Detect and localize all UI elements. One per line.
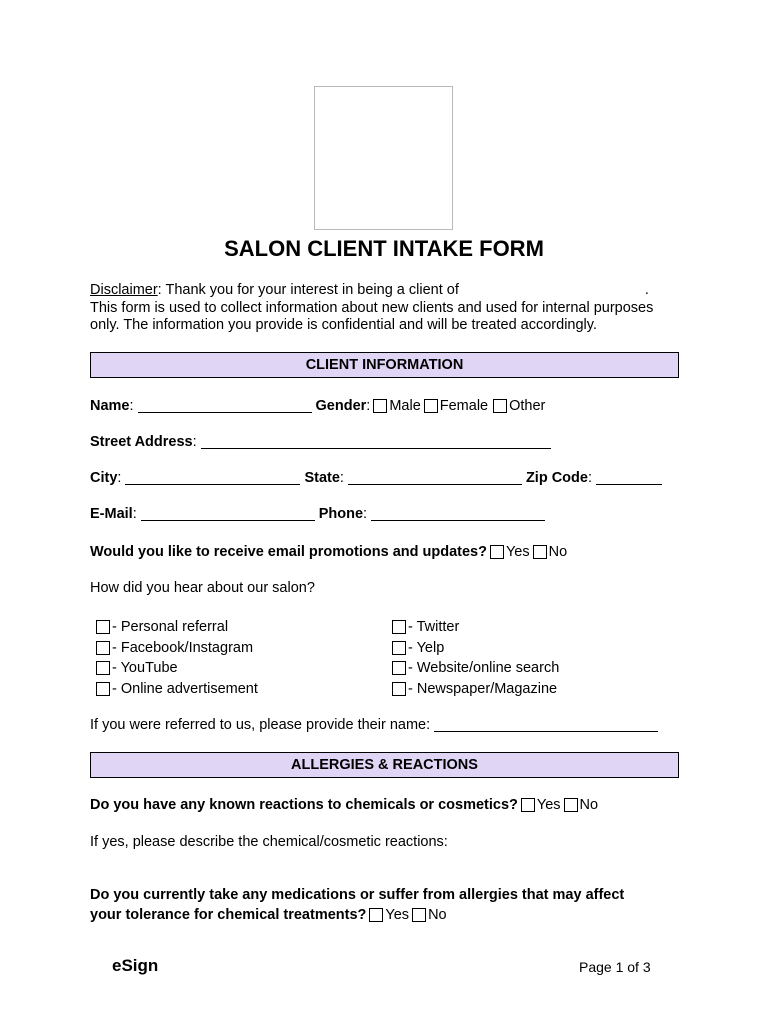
reactions-no-checkbox[interactable] [564, 798, 578, 812]
esign-logo: eSign [112, 956, 159, 975]
youtube-label: - YouTube [112, 660, 178, 676]
street-address-field[interactable] [201, 434, 551, 449]
email-promotions-row [90, 543, 567, 561]
hear-option-personal-referral [96, 617, 258, 638]
disclaimer-line-3: only. The information you provide is confidential and will be treated accordingly. [90, 317, 597, 333]
medications-yes-checkbox[interactable] [369, 908, 383, 922]
name-gender-row: Name : Gender : Male Female Other [90, 398, 546, 414]
medications-question-line-1: Do you currently take any medications or suffer from allergies that may affect [90, 887, 625, 903]
disclaimer-text: : Thank you for your interest in being a client of [157, 282, 459, 298]
hear-options-left [96, 617, 258, 699]
promotions-yes-checkbox[interactable] [490, 545, 504, 559]
gender-other-label: Other [509, 398, 546, 414]
newspaper-magazine-label: - Newspaper/Magazine [408, 680, 558, 697]
state-label: State [304, 470, 340, 486]
medications-no-checkbox[interactable] [412, 908, 426, 922]
reactions-yes-label: Yes [536, 797, 561, 813]
email-promotions-question: Would you like to receive email promotions and updates? [90, 544, 487, 560]
facebook-instagram-label: - Facebook/Instagram [112, 639, 254, 656]
state-field[interactable] [348, 470, 522, 485]
reactions-question: Do you have any known reactions to chemicals or cosmetics? [90, 797, 518, 813]
hear-option-youtube [96, 658, 258, 679]
reactions-row [90, 796, 598, 814]
hear-option-twitter [392, 617, 559, 638]
section-header-allergies-reactions: ALLERGIES & REACTIONS [90, 752, 679, 778]
medications-yes-label: Yes [385, 907, 410, 923]
promotions-no-label: No [548, 544, 568, 560]
city-field[interactable] [125, 470, 300, 485]
medications-row-2 [90, 906, 447, 924]
disclaimer-label: Disclaimer [90, 282, 158, 298]
hear-option-yelp [392, 638, 559, 659]
hear-option-facebook-instagram [96, 638, 258, 659]
reactions-no-label: No [579, 797, 599, 813]
twitter-label: - Twitter [408, 619, 460, 635]
hear-options-right [392, 617, 559, 699]
disclaimer [90, 282, 690, 335]
disclaimer-period: . [644, 282, 649, 298]
gender-other-checkbox[interactable] [493, 399, 507, 413]
yelp-label: - Yelp [408, 639, 445, 656]
promotions-no-checkbox[interactable] [533, 545, 547, 559]
city-state-zip-row: City : State : Zip Code : [90, 469, 666, 487]
personal-referral-checkbox[interactable] [96, 620, 110, 634]
gender-female-checkbox[interactable] [424, 399, 438, 413]
phone-label: Phone [318, 506, 364, 522]
medications-question-line-2: your tolerance for chemical treatments? [90, 907, 367, 923]
online-advertisement-label: - Online advertisement [112, 680, 258, 697]
disclaimer-line-1 [90, 282, 690, 300]
zip-code-field[interactable] [596, 470, 662, 485]
online-advertisement-checkbox[interactable] [96, 682, 110, 696]
yelp-checkbox[interactable] [392, 641, 406, 655]
name-field[interactable] [138, 398, 312, 413]
newspaper-magazine-checkbox[interactable] [392, 682, 406, 696]
referral-name-prompt: If you were referred to us, please provide their name: [90, 717, 431, 733]
name-label: Name [90, 398, 130, 414]
gender-male-label: Male [389, 398, 421, 414]
phone-field[interactable] [371, 506, 545, 521]
zip-code-label: Zip Code [525, 470, 588, 486]
personal-referral-label: - Personal referral [112, 619, 229, 635]
city-label: City [90, 470, 118, 486]
hear-option-website-search [392, 658, 559, 679]
disclaimer-line-2: This form is used to collect information about new clients and used for internal purposes [90, 299, 654, 316]
page-number: Page 1 of 3 [579, 959, 651, 975]
medications-row-1 [90, 886, 624, 904]
hear-about-question: How did you hear about our salon? [90, 580, 315, 596]
medications-no-label: No [428, 907, 447, 923]
hear-option-online-advertisement [96, 679, 258, 700]
referral-name-field[interactable] [434, 717, 658, 732]
form-title: SALON CLIENT INTAKE FORM [224, 236, 544, 261]
hear-option-newspaper-magazine [392, 679, 559, 700]
hear-about-question-row [90, 579, 315, 597]
website-search-checkbox[interactable] [392, 661, 406, 675]
email-phone-row: E-Mail : Phone : [90, 505, 549, 523]
referral-name-row [90, 716, 662, 734]
promotions-yes-label: Yes [505, 544, 530, 560]
facebook-instagram-checkbox[interactable] [96, 641, 110, 655]
gender-female-label: Female [439, 398, 489, 414]
website-search-label: - Website/online search [408, 660, 560, 676]
twitter-checkbox[interactable] [392, 620, 406, 634]
youtube-checkbox[interactable] [96, 661, 110, 675]
gender-male-checkbox[interactable] [373, 399, 387, 413]
street-address-row: Street Address : [90, 433, 555, 451]
gender-label: Gender [315, 398, 367, 414]
describe-reactions-prompt: If yes, please describe the chemical/cosmetic reactions: [90, 834, 448, 850]
section-header-client-information: CLIENT INFORMATION [90, 352, 679, 378]
email-label: E-Mail [90, 506, 133, 522]
logo-placeholder [314, 86, 453, 230]
street-address-label: Street Address [90, 434, 193, 450]
describe-reactions-row [90, 833, 448, 851]
email-field[interactable] [141, 506, 315, 521]
reactions-yes-checkbox[interactable] [521, 798, 535, 812]
